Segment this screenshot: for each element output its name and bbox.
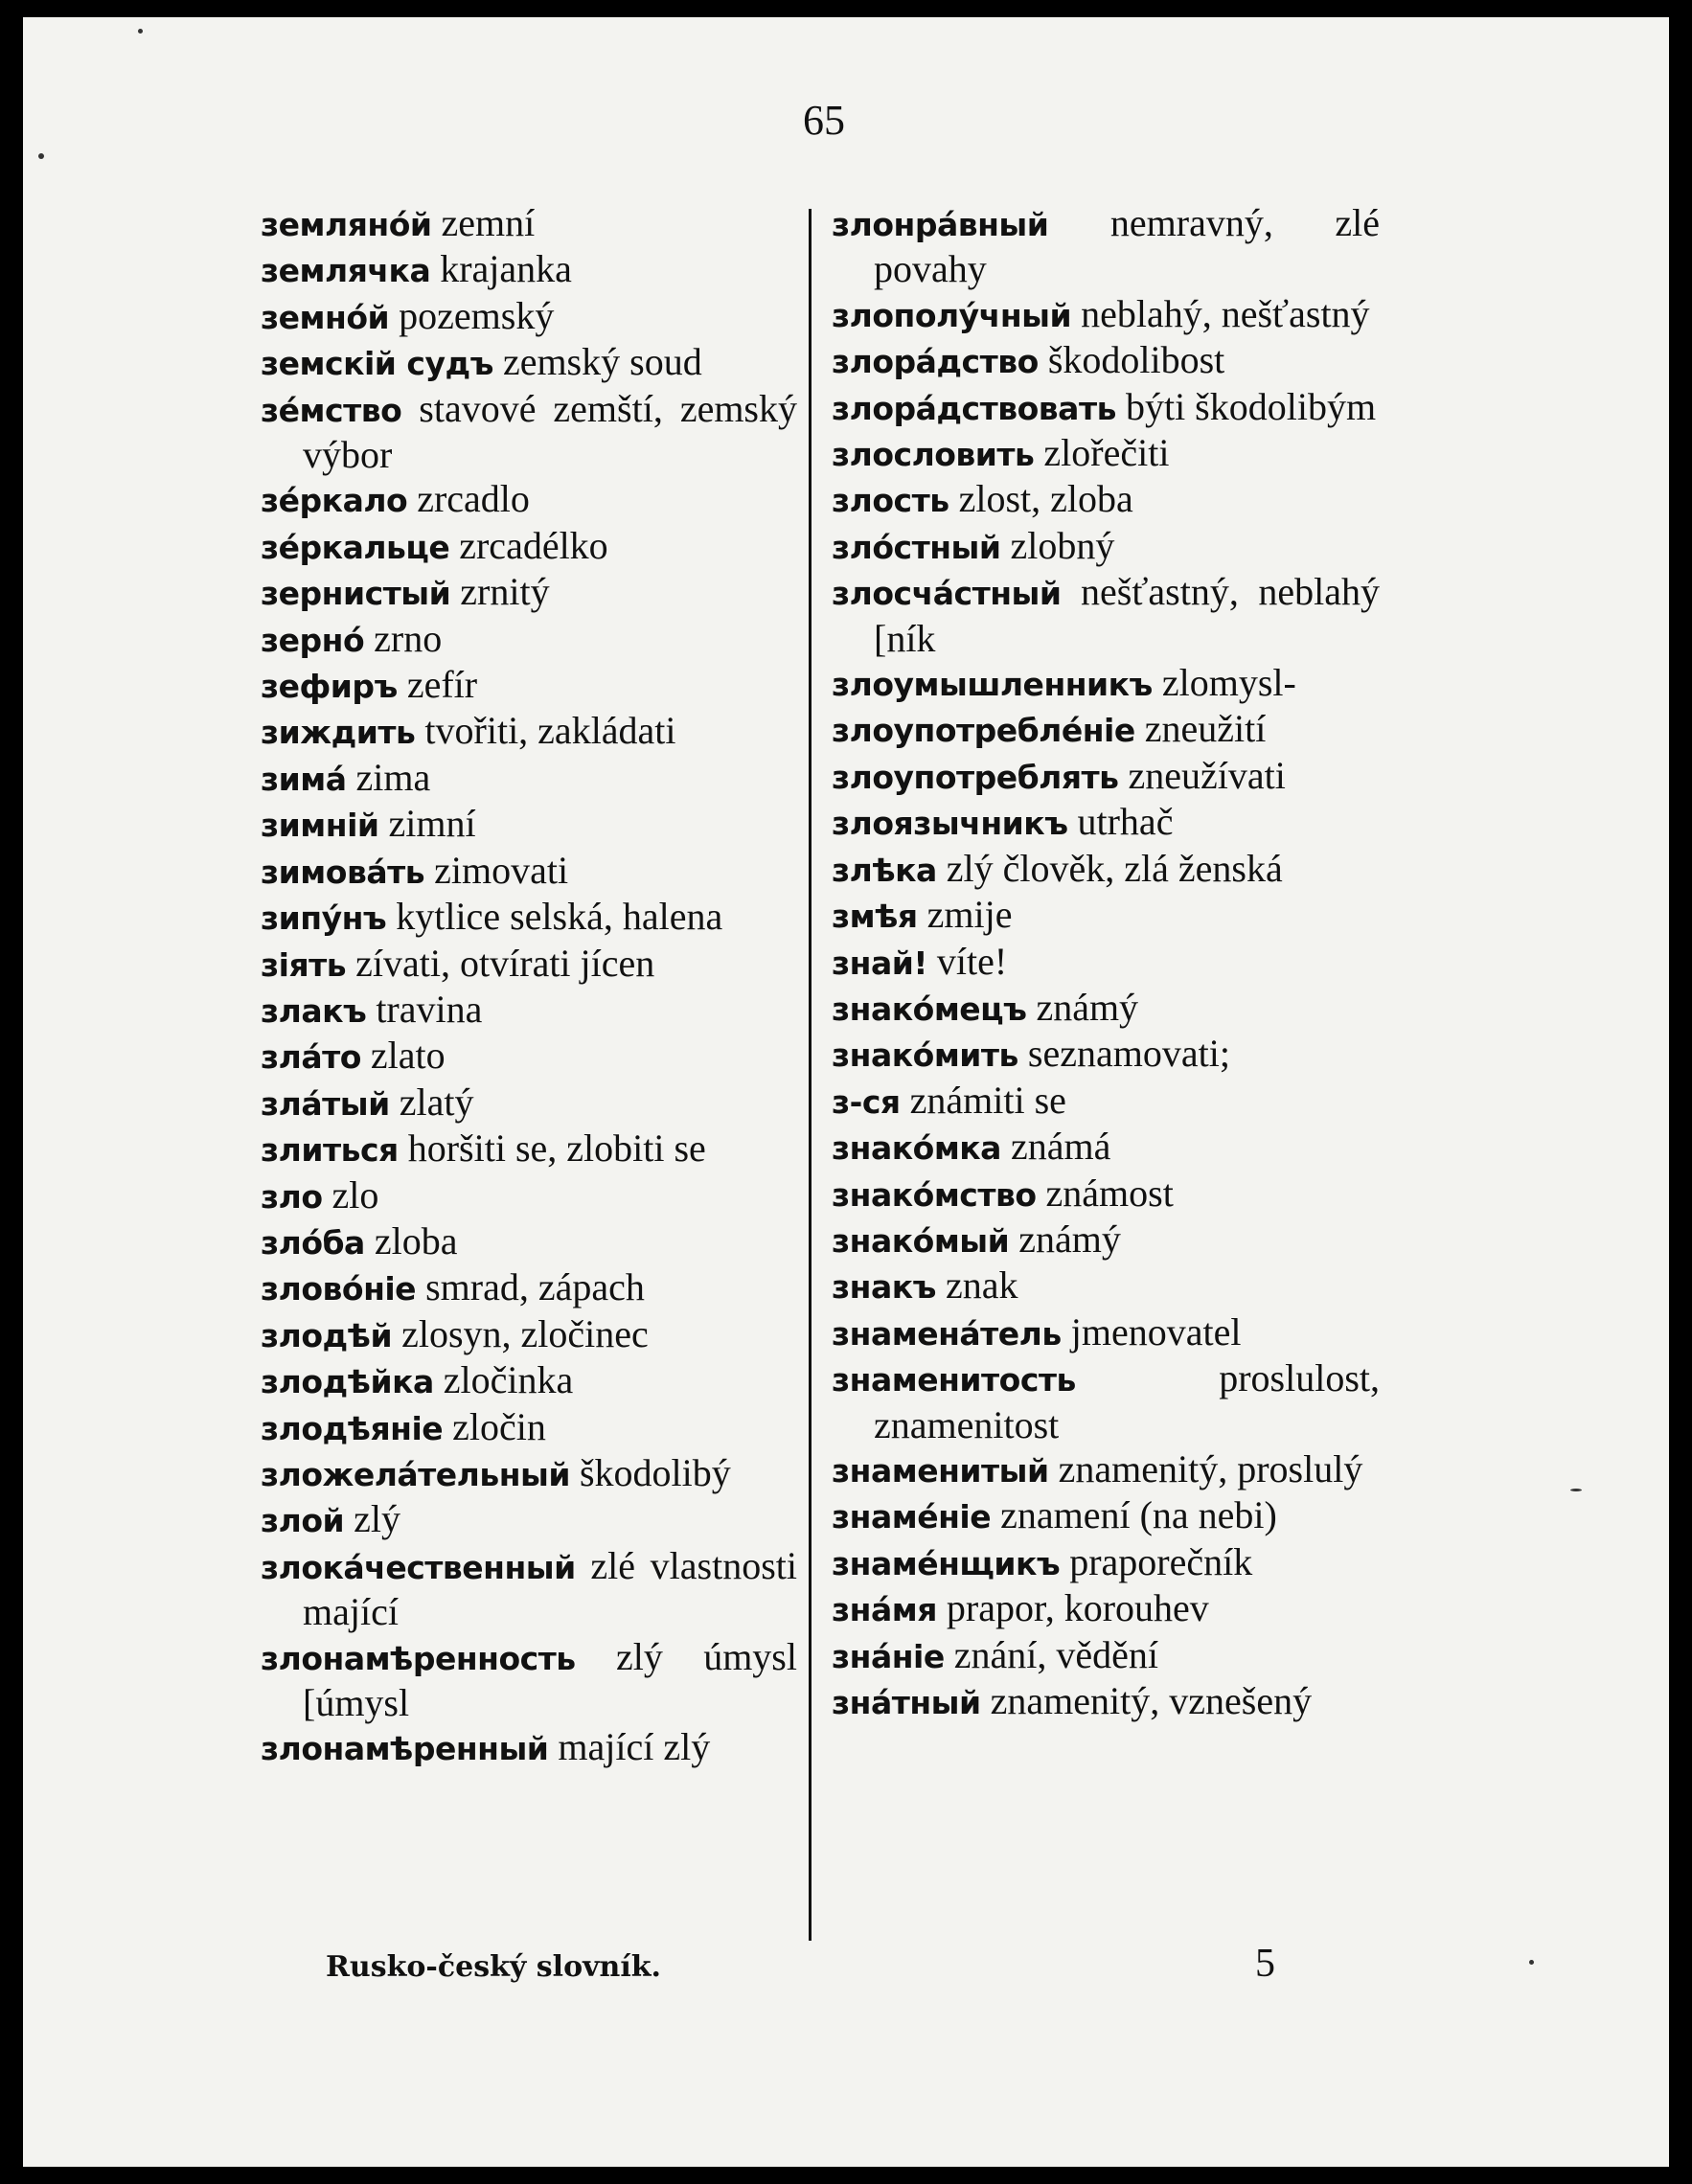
column-divider	[809, 209, 812, 1941]
headword: знаменитый	[832, 1451, 1049, 1490]
translation: seznamovati;	[1027, 1032, 1230, 1076]
headword: земнóй	[261, 298, 390, 336]
translation: smrad, zápach	[425, 1265, 645, 1309]
footer-title: Rusko-český slovník.	[326, 1950, 661, 1984]
translation: krajanka	[440, 247, 572, 291]
sub-headword: з-ся	[832, 1082, 901, 1121]
translation: tvořiti, zakládati	[424, 709, 676, 753]
dictionary-entry	[832, 1540, 1380, 1586]
speck	[38, 153, 44, 159]
dictionary-entry	[261, 247, 797, 293]
headword: знáтный	[832, 1684, 981, 1721]
dictionary-entry	[832, 800, 1380, 846]
dictionary-entry	[261, 1265, 797, 1311]
headword: злонрáвный	[832, 206, 1049, 243]
dictionary-entry	[832, 986, 1380, 1032]
headword: злóстный	[832, 528, 1001, 566]
dictionary-entry	[261, 524, 797, 570]
dictionary-entry	[261, 663, 797, 709]
translation: zemní	[441, 201, 536, 244]
translation: známost	[1045, 1171, 1174, 1215]
translation: škodolibost	[1047, 338, 1225, 382]
headword: злонамѣренность	[261, 1639, 576, 1677]
translation: jmenovatel	[1070, 1309, 1242, 1354]
dictionary-entry	[832, 1447, 1380, 1493]
dictionary-entry	[832, 477, 1380, 523]
translation: zima	[355, 755, 431, 799]
translation: zlý	[354, 1497, 401, 1541]
dictionary-entry	[261, 709, 797, 755]
headword: землянóй	[261, 206, 432, 243]
translation: znak	[945, 1263, 1018, 1308]
dictionary-entry	[832, 292, 1380, 338]
headword: зефиръ	[261, 668, 398, 706]
translation: zlosyn, zločinec	[401, 1311, 649, 1355]
headword: земскій судъ	[261, 345, 493, 383]
sub-translation: známiti se	[909, 1078, 1066, 1122]
dictionary-entry	[261, 756, 797, 802]
dictionary-entry	[832, 524, 1380, 570]
dictionary-entry	[261, 1126, 797, 1172]
headword: знакóмый	[832, 1221, 1010, 1260]
dictionary-entry	[832, 1356, 1380, 1447]
dictionary-entry	[832, 754, 1380, 800]
translation: zívati, otvírati jícen	[355, 941, 655, 985]
headword: знакъ	[832, 1268, 936, 1307]
dictionary-entry	[261, 1725, 797, 1771]
translation: zrnitý	[460, 570, 550, 614]
headword: зимній	[261, 807, 379, 845]
headword: знай!	[832, 944, 927, 982]
dictionary-entry	[261, 340, 797, 386]
translation: znamenitý, proslulý	[1058, 1446, 1363, 1490]
headword: злополýчный	[832, 296, 1072, 334]
translation: škodolibý	[579, 1450, 731, 1494]
dictionary-entry	[832, 847, 1380, 893]
translation: zrcadélko	[459, 523, 608, 567]
headword: знаменитость	[832, 1361, 1076, 1399]
translation: znamenitý, vznešený	[990, 1679, 1313, 1722]
headword: зернистый	[261, 575, 451, 613]
headword: зло	[261, 1177, 323, 1216]
dictionary-entry	[832, 1493, 1380, 1539]
dictionary-entry	[261, 387, 797, 478]
dictionary-entry	[832, 1217, 1380, 1263]
translation: horšiti se, zlobiti se	[407, 1126, 706, 1171]
headword: знаменáтель	[832, 1314, 1062, 1353]
headword: злáто	[261, 1038, 361, 1077]
translation: známý	[1018, 1217, 1121, 1261]
headword: зиждить	[261, 714, 416, 752]
translation: zlé vlastnosti mající	[303, 1543, 797, 1634]
dictionary-entry	[832, 940, 1380, 986]
headword: злокáчественный	[261, 1548, 576, 1586]
translation: zimovati	[434, 848, 569, 892]
translation: víte!	[936, 939, 1008, 983]
translation: utrhač	[1077, 800, 1174, 844]
dictionary-entry	[832, 1310, 1380, 1356]
dictionary-entry	[261, 477, 797, 523]
dictionary-entry	[832, 570, 1380, 661]
dictionary-entry	[832, 1263, 1380, 1309]
dictionary-entry	[832, 338, 1380, 384]
translation: stavové zemští, zemský výbor	[303, 386, 798, 477]
headword: злоупотреблéніе	[832, 712, 1135, 750]
headword: злодѣй	[261, 1316, 393, 1354]
translation: býti škodolibým	[1125, 384, 1377, 428]
dictionary-entry	[261, 570, 797, 616]
headword: злиться	[261, 1131, 399, 1170]
dictionary-entry	[832, 1586, 1380, 1632]
left-column	[261, 201, 797, 1772]
dictionary-subentry	[832, 1079, 1380, 1125]
dictionary-entry	[261, 1405, 797, 1451]
dictionary-entry	[261, 802, 797, 848]
headword: зловóніе	[261, 1270, 417, 1308]
translation: zlý úmysl [úmysl	[303, 1634, 797, 1724]
translation: mající zlý	[558, 1725, 711, 1769]
translation: zloba	[374, 1218, 458, 1263]
headword: злóба	[261, 1223, 365, 1262]
dictionary-entry	[261, 1451, 797, 1497]
dictionary-entry	[261, 1544, 797, 1635]
headword: зéмство	[261, 391, 402, 429]
dictionary-entry	[261, 1219, 797, 1265]
headword: злáтый	[261, 1084, 390, 1123]
translation: zlomysl-	[1161, 661, 1296, 705]
headword: знáніе	[832, 1637, 945, 1675]
right-column	[832, 201, 1380, 1725]
translation: zlobný	[1010, 523, 1115, 567]
headword: зiять	[261, 945, 347, 984]
translation: znání, vědění	[953, 1632, 1158, 1676]
headword: злодѣйка	[261, 1363, 434, 1401]
translation: prapor, korouhev	[946, 1586, 1209, 1630]
headword: злодѣяніе	[261, 1409, 444, 1447]
dictionary-entry	[261, 294, 797, 340]
translation: zefír	[406, 663, 478, 707]
headword: знáмя	[832, 1591, 937, 1629]
translation: zlost, zloba	[958, 477, 1133, 521]
translation: známý	[1036, 985, 1139, 1029]
translation: zmije	[926, 893, 1013, 937]
headword: злѣка	[832, 851, 937, 889]
translation: travina	[376, 987, 483, 1031]
translation: zlořečiti	[1043, 431, 1170, 475]
translation: znamení (na nebi)	[1000, 1493, 1277, 1537]
page-number: 65	[803, 97, 845, 144]
translation: zlo	[332, 1172, 379, 1217]
dictionary-entry	[261, 895, 797, 941]
dictionary-entry	[832, 385, 1380, 431]
dictionary-entry	[832, 661, 1380, 707]
headword: зéркало	[261, 482, 408, 520]
translation: zločinka	[443, 1358, 574, 1402]
speck	[1570, 1489, 1582, 1491]
headword: знакóмить	[832, 1036, 1018, 1075]
headword: зимá	[261, 760, 347, 798]
headword: знамéнщикъ	[832, 1544, 1061, 1582]
headword: злоупотреблять	[832, 758, 1119, 796]
translation: pozemský	[399, 293, 555, 337]
dictionary-entry	[832, 431, 1380, 477]
headword: злость	[832, 482, 949, 520]
headword: злосчáстный	[832, 575, 1062, 613]
headword: злакъ	[261, 991, 367, 1030]
translation: zemský soud	[502, 340, 702, 384]
headword: злословить	[832, 436, 1035, 474]
dictionary-entry	[261, 1358, 797, 1404]
dictionary-entry	[261, 1497, 797, 1543]
headword: зернó	[261, 621, 365, 659]
dictionary-entry	[832, 1032, 1380, 1078]
translation: známá	[1010, 1125, 1111, 1169]
dictionary-entry	[261, 942, 797, 988]
translation: nešťastný, neblahý [ník	[874, 570, 1380, 660]
headword: знакóмство	[832, 1175, 1037, 1214]
headword: зложелáтельный	[261, 1455, 570, 1493]
dictionary-entry	[261, 1312, 797, 1358]
translation: zneužívati	[1128, 753, 1286, 797]
dictionary-entry	[261, 1034, 797, 1080]
translation: proslulost, znamenitost	[874, 1356, 1380, 1446]
headword: злонамѣренный	[261, 1730, 549, 1768]
translation: zločin	[452, 1404, 546, 1448]
dictionary-entry	[832, 1125, 1380, 1171]
headword: знакóмецъ	[832, 990, 1027, 1028]
headword: зéркальце	[261, 528, 450, 566]
dictionary-entry	[832, 707, 1380, 753]
dictionary-entry	[832, 893, 1380, 939]
translation: zneužití	[1144, 707, 1267, 751]
headword: змѣя	[832, 898, 918, 936]
dictionary-entry	[261, 201, 797, 247]
translation: zlý člověk, zlá ženská	[946, 846, 1283, 890]
headword: зимовáть	[261, 853, 425, 891]
dictionary-entry	[832, 201, 1380, 292]
signature-number: 5	[1255, 1942, 1275, 1986]
headword: злорáдствовать	[832, 389, 1116, 427]
headword: злой	[261, 1502, 345, 1540]
translation: zrno	[374, 616, 443, 660]
dictionary-entry	[832, 1172, 1380, 1217]
headword: злорáдство	[832, 343, 1039, 381]
headword: знакóмка	[832, 1129, 1001, 1168]
dictionary-entry	[261, 849, 797, 895]
translation: nemravný, zlé povahy	[874, 201, 1381, 291]
translation: zlato	[370, 1034, 446, 1078]
translation: kytlice selská, halena	[396, 895, 723, 939]
speck	[138, 29, 143, 34]
dictionary-entry	[261, 617, 797, 663]
headword: зипýнъ	[261, 899, 387, 938]
dictionary-entry	[261, 1635, 797, 1726]
translation: zrcadlo	[417, 477, 530, 521]
dictionary-entry	[261, 1173, 797, 1219]
headword: знамéніе	[832, 1498, 992, 1536]
speck	[1529, 1960, 1534, 1965]
translation: zimní	[388, 802, 476, 846]
headword: злоязычникъ	[832, 805, 1068, 843]
dictionary-entry	[832, 1633, 1380, 1679]
headword: землячка	[261, 252, 431, 290]
translation: zlatý	[399, 1080, 474, 1124]
dictionary-entry	[261, 988, 797, 1034]
dictionary-entry	[832, 1679, 1380, 1725]
translation: neblahý, nešťastný	[1081, 291, 1370, 335]
headword: злоумышленникъ	[832, 666, 1153, 704]
dictionary-entry	[261, 1081, 797, 1126]
translation: praporečník	[1069, 1539, 1253, 1583]
